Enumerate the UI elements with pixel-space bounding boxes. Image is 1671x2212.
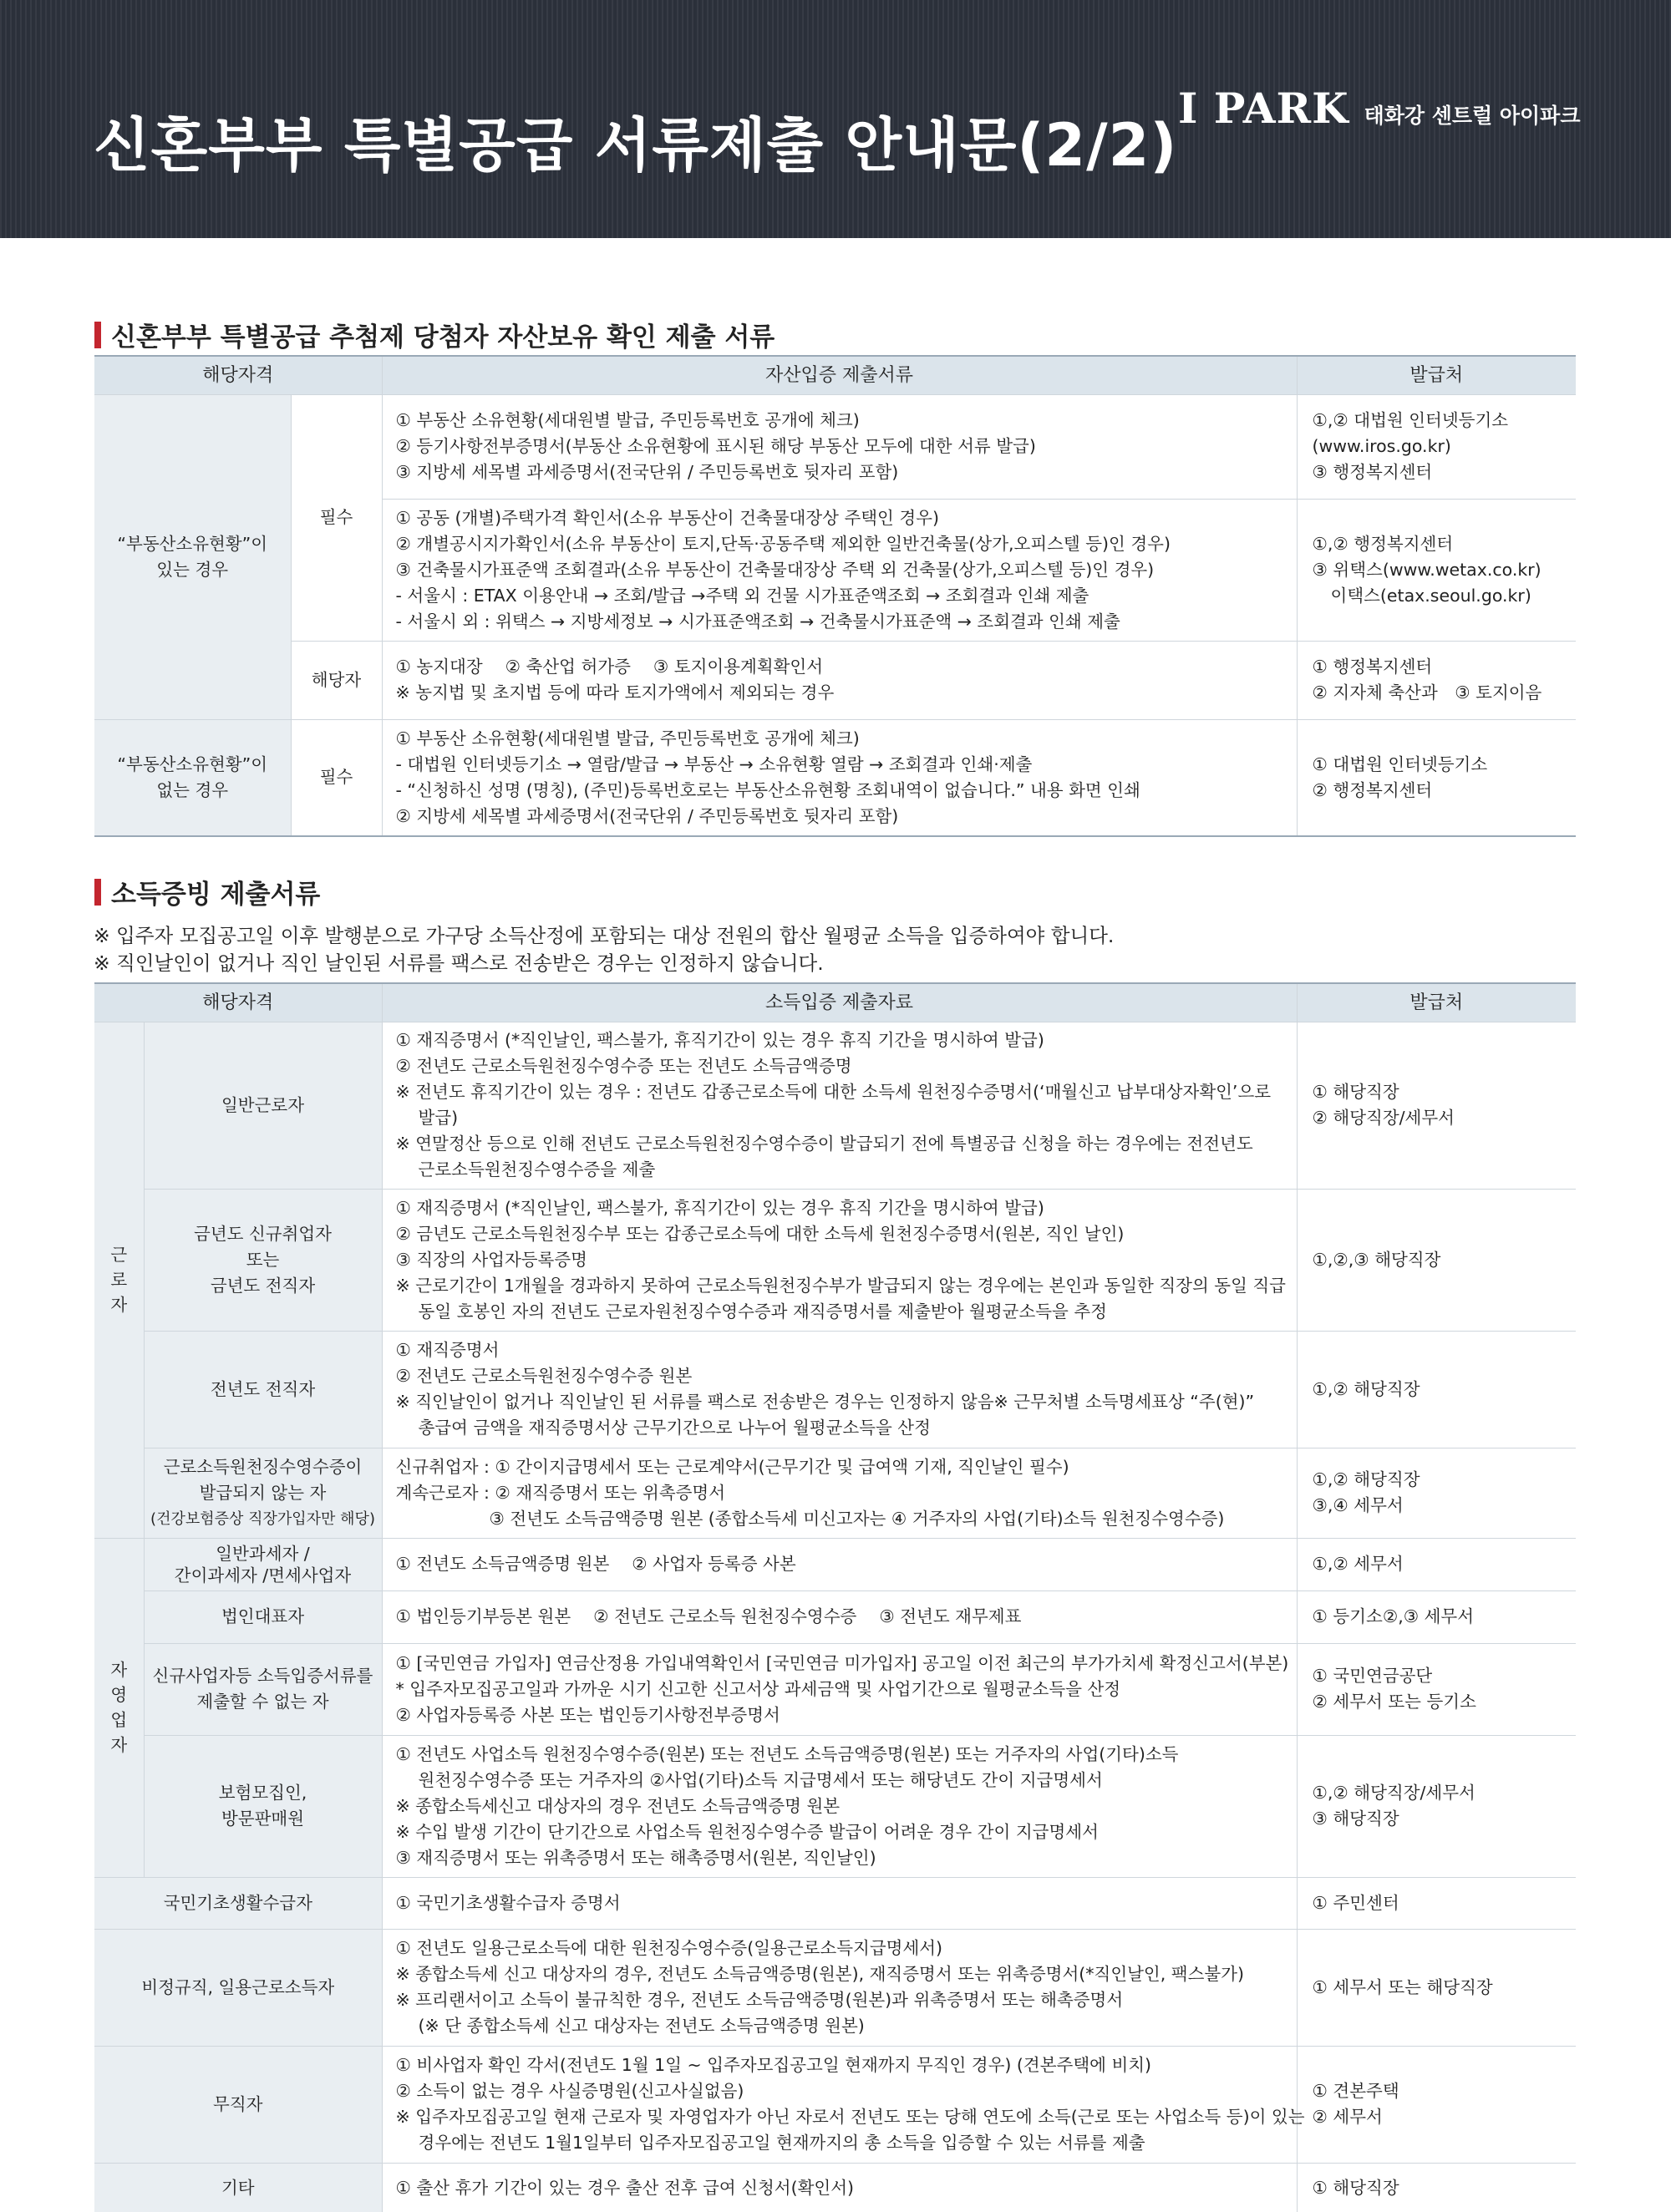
documents-cell: ① 전년도 일용근로소득에 대한 원천징수영수증(일용근로소득지급명세서) ※ 종합소득세 신고 대상자의 경우, 전년도 소득금액증명(원본), 재직증명서 또는 위촉증명서(*직인날인, 팩스불가) ※ 프리랜서이고 소득이 불규칙한 경우, 전년도 소득금액증명(원본)과 위촉증명서 또는 해촉증명서 (※ 단 종합소득세 신고 대상자는 전년도 소득금액증명 원본) — [382, 1929, 1297, 2046]
issuer-cell: ① 주민센터 — [1297, 1877, 1576, 1929]
table-row — [94, 1591, 1576, 1643]
asset-table-header — [94, 356, 1576, 394]
brand-name: 태화강 센트럴 아이파크 — [1364, 104, 1581, 128]
issuer-cell: ①,②,③ 해당직장 — [1297, 1189, 1576, 1331]
documents-cell: ① 재직증명서 (*직인날인, 팩스불가, 휴직기간이 있는 경우 휴직 기간을 명시하여 발급) ② 전년도 근로소득원천징수영수증 또는 전년도 소득금액증명 ※ 전년도 휴직기간이 있는 경우 : 전년도 갑종근로소득에 대한 소득세 원천징수증명서(‘매월신고 납부대상자확인’으로 발급) ※ 연말정산 등으로 인해 전년도 근로소득원천징수영수증이 발급되기 전에 특별공급 신청을 하는 경우에는 전전년도 근로소득원천징수영수증을 제출 — [382, 1022, 1297, 1189]
qualification-cell: 보험모집인, 방문판매원 — [144, 1735, 382, 1877]
documents-cell: ① 출산 휴가 기간이 있는 경우 출산 전후 급여 신청서(확인서) — [382, 2163, 1297, 2212]
required-label: 필수 — [291, 394, 382, 641]
documents-cell: ① 비사업자 확인 각서(전년도 1월 1일 ~ 입주자모집공고일 현재까지 무직인 경우) (견본주택에 비치) ② 소득이 없는 경우 사실증명원(신고사실없음) ※ 입주자모집공고일 현재 근로자 및 자영업자가 아닌 자로서 전년도 또는 당해 연도에 소득(근로 또는 사업소득 등)이 있는 경우에는 전년도 1월1일부터 입주자모집공고일 현재까지의 총 소득을 입증할 수 있는 서류를 제출 — [382, 2046, 1297, 2163]
table-row — [94, 1022, 1576, 1189]
table-row — [94, 394, 1576, 499]
issuer-cell: ① 세무서 또는 해당직장 — [1297, 1929, 1576, 2046]
table-row — [94, 2163, 1576, 2212]
issuer-cell: ① 행정복지센터 ② 지자체 축산과 ③ 토지이음 — [1297, 641, 1576, 719]
documents-cell: ① 농지대장 ② 축산업 허가증 ③ 토지이용계획확인서 ※ 농지법 및 초지법 등에 따라 토지가액에서 제외되는 경우 — [382, 641, 1297, 719]
table-row — [94, 641, 1576, 719]
qualification-cell: “부동산소유현황”이 있는 경우 — [94, 394, 291, 719]
documents-cell: ① 부동산 소유현황(세대원별 발급, 주민등록번호 공개에 체크) ② 등기사항전부증명서(부동산 소유현황에 표시된 해당 부동산 모두에 대한 서류 발급) ③ 지방세 세목별 과세증명서(전국단위 / 주민등록번호 뒷자리 포함) — [382, 394, 1297, 499]
required-label: 필수 — [291, 719, 382, 836]
documents-cell: ① [국민연금 가입자] 연금산정용 가입내역확인서 [국민연금 미가입자] 공고일 이전 최근의 부가가치세 확정신고서(부본) * 입주자모집공고일과 가까운 시기 신고한 신고서상 과세금액 및 사업기간으로 월평균소득을 산정 ② 사업자등록증 사본 또는 법인등기사항전부증명서 — [382, 1643, 1297, 1735]
table-row — [94, 2046, 1576, 2163]
qualification-cell: 금년도 신규취업자 또는 금년도 전직자 — [144, 1189, 382, 1331]
table-row — [94, 1735, 1576, 1877]
section-marker — [94, 879, 101, 906]
documents-cell: ① 부동산 소유현황(세대원별 발급, 주민등록번호 공개에 체크) - 대법원 인터넷등기소 → 열람/발급 → 부동산 → 소유현황 열람 → 조회결과 인쇄·제출 - “신청하신 성명 (명칭), (주민)등록번호로는 부동산소유현황 조회내역이 없습니다.” 내용 화면 인쇄 ② 지방세 세목별 과세증명서(전국단위 / 주민등록번호 뒷자리 포함) — [382, 719, 1297, 836]
header-qualification: 해당자격 — [94, 983, 382, 1022]
issuer-cell: ①,② 행정복지센터 ③ 위택스(www.wetax.co.kr) 이택스(etax.seoul.go.kr) — [1297, 499, 1576, 641]
header-documents: 소득입증 제출자료 — [382, 983, 1297, 1022]
qualification-cell: 비정규직, 일용근로소득자 — [94, 1929, 382, 2046]
income-note: ※ 직인날인이 없거나 직인 날인된 서류를 팩스로 전송받은 경우는 인정하지 않습니다. — [94, 951, 824, 975]
table-row — [94, 1929, 1576, 2046]
applicable-label: 해당자 — [291, 641, 382, 719]
qualification-cell: 법인대표자 — [144, 1591, 382, 1643]
header-qualification: 해당자격 — [94, 356, 382, 394]
table-row — [94, 1189, 1576, 1331]
issuer-cell: ① 견본주택 ② 세무서 — [1297, 2046, 1576, 2163]
income-table-header — [94, 983, 1576, 1022]
documents-cell: ① 전년도 사업소득 원천징수영수증(원본) 또는 전년도 소득금액증명(원본) 또는 거주자의 사업(기타)소득 원천징수영수증 또는 거주자의 ②사업(기타)소득 지급명세서 또는 해당년도 간이 지급명세서 ※ 종합소득세신고 대상자의 경우 전년도 소득금액증명 원본 ※ 수입 발생 기간이 단기간으로 사업소득 원천징수영수증 발급이 어려운 경우 간이 지급명세서 ③ 재직증명서 또는 위촉증명서 또는 해촉증명서(원본, 직인날인) — [382, 1735, 1297, 1877]
brand — [1178, 84, 1580, 133]
table-row — [94, 1877, 1576, 1929]
qualification-cell: 근로소득원천징수영수증이 발급되지 않는 자 (건강보험증상 직장가입자만 해당) — [144, 1448, 382, 1538]
worker-group-label: 근 로 자 — [94, 1022, 144, 1538]
issuer-cell: ①,② 해당직장 ③,④ 세무서 — [1297, 1448, 1576, 1538]
issuer-cell: ① 등기소②,③ 세무서 — [1297, 1591, 1576, 1643]
qualification-cell: “부동산소유현황”이 없는 경우 — [94, 719, 291, 836]
qualification-cell: 무직자 — [94, 2046, 382, 2163]
documents-cell: ① 법인등기부등본 원본 ② 전년도 근로소득 원천징수영수증 ③ 전년도 재무제표 — [382, 1591, 1297, 1643]
documents-cell: ① 재직증명서 ② 전년도 근로소득원천징수영수증 원본 ※ 직인날인이 없거나 직인날인 된 서류를 팩스로 전송받은 경우는 인정하지 않음※ 근무처별 소득명세표상 “주(현)” 총급여 금액을 재직증명서상 근무기간으로 나누어 월평균소득을 산정 — [382, 1331, 1297, 1448]
issuer-cell: ①,② 대법원 인터넷등기소 (www.iros.go.kr) ③ 행정복지센터 — [1297, 394, 1576, 499]
header-documents: 자산입증 제출서류 — [382, 356, 1297, 394]
documents-cell: ① 공동 (개별)주택가격 확인서(소유 부동산이 건축물대장상 주택인 경우) ② 개별공시지가확인서(소유 부동산이 토지,단독·공동주택 제외한 일반건축물(상가,오피스텔 등)인 경우) ③ 건축물시가표준액 조회결과(소유 부동산이 건축물대장상 주택 외 건축물(상가,오피스텔 등)인 경우) - 서울시 : ETAX 이용안내 → 조회/발급 →주택 외 건물 시가표준액조회 → 조회결과 인쇄 제출 - 서울시 외 : 위택스 → 지방세정보 → 시가표준액조회 → 건축물시가표준액 → 조회결과 인쇄 제출 — [382, 499, 1297, 641]
issuer-cell: ①,② 해당직장 — [1297, 1331, 1576, 1448]
asset-section-title: 신혼부부 특별공급 추첨제 당첨자 자산보유 확인 제출 서류 — [94, 316, 775, 353]
qualification-cell: 일반근로자 — [144, 1022, 382, 1189]
documents-cell: ① 전년도 소득금액증명 원본 ② 사업자 등록증 사본 — [382, 1538, 1297, 1591]
qualification-cell: 신규사업자등 소득입증서류를 제출할 수 없는 자 — [144, 1643, 382, 1735]
income-section-title: 소득증빙 제출서류 — [94, 873, 320, 911]
documents-cell: 신규취업자 : ① 간이지급명세서 또는 근로계약서(근무기간 및 급여액 기재, 직인날인 필수) 계속근로자 : ② 재직증명서 또는 위촉증명서 ③ 전년도 소득금액증명 원본 (종합소득세 미신고자는 ④ 거주자의 사업(기타)소득 원천징수영수증) — [382, 1448, 1297, 1538]
section-marker — [94, 322, 101, 348]
income-note: ※ 입주자 모집공고일 이후 발행분으로 가구당 소득산정에 포함되는 대상 전원의 합산 월평균 소득을 입증하여야 합니다. — [94, 924, 1115, 947]
table-row — [94, 1643, 1576, 1735]
table-row — [94, 1448, 1576, 1538]
issuer-cell: ① 해당직장 ② 해당직장/세무서 — [1297, 1022, 1576, 1189]
page-title: 신혼부부 특별공급 서류제출 안내문(2/2) — [94, 111, 1178, 180]
table-row — [94, 1538, 1576, 1591]
issuer-cell: ① 대법원 인터넷등기소 ② 행정복지센터 — [1297, 719, 1576, 836]
issuer-cell: ① 국민연금공단 ② 세무서 또는 등기소 — [1297, 1643, 1576, 1735]
qualification-cell: 국민기초생활수급자 — [94, 1877, 382, 1929]
documents-cell: ① 재직증명서 (*직인날인, 팩스불가, 휴직기간이 있는 경우 휴직 기간을 명시하여 발급) ② 금년도 근로소득원천징수부 또는 갑종근로소득에 대한 소득세 원천징수증명서(원본, 직인 날인) ③ 직장의 사업자등록증명 ※ 근로기간이 1개월을 경과하지 못하여 근로소득원천징수부가 발급되지 않는 경우에는 본인과 동일한 직장의 동일 직급 동일 호봉인 자의 전년도 근로자원천징수영수증과 재직증명서를 제출받아 월평균소득을 추정 — [382, 1189, 1297, 1331]
self-employed-group-label: 자 영 업 자 — [94, 1538, 144, 1877]
issuer-cell: ①,② 해당직장/세무서 ③ 해당직장 — [1297, 1735, 1576, 1877]
qualification-cell: 전년도 전직자 — [144, 1331, 382, 1448]
header-issuer: 발급처 — [1297, 356, 1576, 394]
issuer-cell: ① 해당직장 — [1297, 2163, 1576, 2212]
qualification-cell: 기타 — [94, 2163, 382, 2212]
asset-table — [94, 355, 1576, 837]
table-row — [94, 1331, 1576, 1448]
page-header — [0, 0, 1671, 238]
documents-cell: ① 국민기초생활수급자 증명서 — [382, 1877, 1297, 1929]
income-table — [94, 982, 1576, 2212]
qualification-cell: 일반과세자 / 간이과세자 /면세사업자 — [144, 1538, 382, 1591]
table-row — [94, 719, 1576, 836]
ipark-logo: I PARK — [1178, 84, 1349, 133]
header-issuer: 발급처 — [1297, 983, 1576, 1022]
issuer-cell: ①,② 세무서 — [1297, 1538, 1576, 1591]
